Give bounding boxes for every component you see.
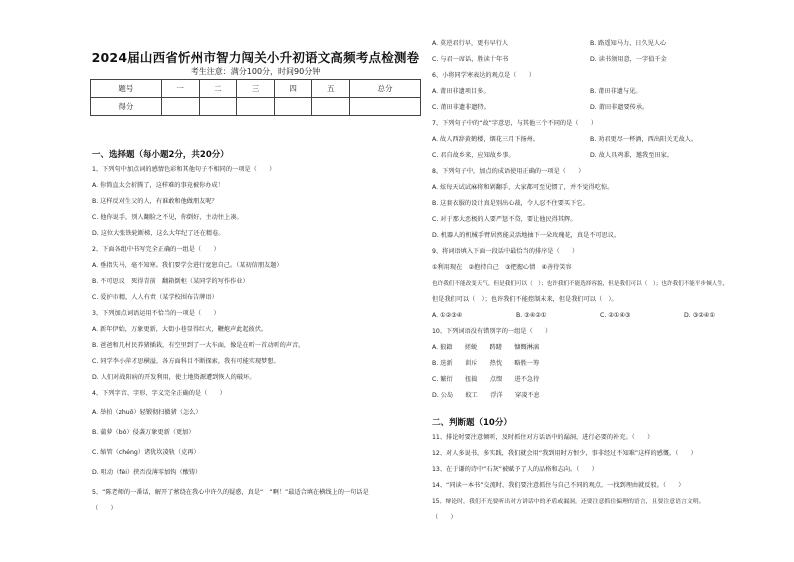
question-stem: 5、“陈老师的一番话，解开了萦绕在我心中许久的疑惑，真是“ ”啊！”最适合填在横线上的一句话是 (92, 489, 369, 496)
answer-option: C. 繁衍 扭捣 点缀 进不急待 (432, 376, 540, 383)
score-input-cell[interactable] (237, 98, 275, 116)
answer-option: B. 爸爸和几村民养猪插栽，有空里到了一大车面，像是在听一首动听的声音。 (92, 342, 305, 349)
answer-option: D. 读书须用意，一字值千金 (590, 56, 667, 63)
question-stem: 3、下列加点词语运用不恰当的一项是（ ） (92, 310, 220, 317)
answer-option: A. 举拍（zhuō）轻锻彻扫撤猪（怎么） (92, 409, 202, 416)
score-table-score-row (91, 98, 421, 116)
question-stem: 2、下面各组中书写完全正确的一组是（ ） (92, 246, 220, 253)
question-stem: 9、将词语填入下面一段话中最恰当的排序是（ ） (432, 248, 579, 255)
score-cell: 五 (312, 80, 350, 98)
answer-option: D. 咀动（fèi）挟否没薄零加钩（酸铸） (92, 469, 202, 476)
answer-option: C. 对于那大恶极的人要严惩不贷，要让他民得其辉。 (432, 216, 577, 223)
answer-option: C. 君自故乡来，应知故乡事。 (432, 152, 515, 159)
score-cell: 四 (274, 80, 312, 98)
judgement-question: 12、对人多说书，多实践，我们就会用“我到用时方恨少，事非经过不知难”这样的感慨。（ ） (432, 450, 697, 457)
exam-subtitle: 考生注意：满分100分，时间90分钟 (190, 67, 321, 76)
score-input-cell[interactable] (199, 98, 237, 116)
answer-option: B. 这样反对生父的人，有谁敢和他做朋友呢？ (92, 198, 218, 205)
answer-option: B. 莆田非遗与见。 (590, 88, 642, 95)
answer-option: A. 莆田非遗项目多。 (432, 88, 490, 95)
judgement-question: 15、辩论时，我们不光要听出对方讲话中的矛盾或漏洞，还要注意抓住偏理的语言，且要注意语言文明。 (432, 499, 705, 505)
answer-option: D. 人们对战阳病的开发利用，使土地资源遭到恢人的破坏。 (92, 374, 256, 381)
answer-option: B. 迭新 训斥 热忱 略胜一筹 (432, 360, 540, 367)
answer-option: D. ③②④① (684, 312, 715, 319)
answer-blank[interactable]: （ ） (432, 514, 457, 521)
answer-option: B. 劝君更尽一杯酒，西出阳关无故人。 (590, 136, 698, 143)
answer-option: D. 公岛 蚊工 浮洋 穿凌不息 (432, 392, 540, 399)
answer-option: C. 他你说手，别人翻脸之不见，你倒好，主动往上凑。 (92, 214, 243, 221)
question-stem: 7、下列句子中的“故”字意思，与其他三个不同的是（ ） (432, 120, 598, 127)
word-list: ①利用现在 ②抱持自己 ③把握心情 ④善待笑容 (432, 264, 572, 271)
answer-option: A. 故人西辞黄鹤楼，烟花三月下扬州。 (432, 136, 540, 143)
answer-option: C. ②①④③ (600, 312, 631, 319)
score-input-cell[interactable] (274, 98, 312, 116)
answer-option: A. 新年伊始，万象更新，大街小巷显得红火，鞭炮声此起彼伏。 (92, 326, 268, 333)
score-cell: 总分 (350, 80, 421, 98)
judgement-question: 11、排论时要注意倾听，及时抓住对方话语中的漏洞，进行必要的补充。（ ） (432, 434, 654, 441)
answer-option: B. 不可思议 死得青前 翻箱倒柜（某同学的写作作业） (92, 278, 249, 285)
fill-passage: 也许我们不能改变天气，但是我们可以（ ）；也许我们不能选择容貌，但是我们可以（ ）；也许我们不能平步倾人生， (432, 281, 729, 287)
score-table (90, 79, 421, 116)
fill-passage: 但是我们可以（ ）；也许我们不能控制未来，但是我们可以（ ）。 (432, 296, 618, 303)
judgement-question: 14、“同读一本书”交流时，我们要注意抓住与自己不同的观点，一找到理由就反驳。（ ） (432, 482, 685, 489)
answer-option: A. 垂指失马，毫不知寒。我们要学会进行宽恕自己。（某初信朋友题） (92, 262, 283, 269)
section-title-choice: 一、选择题（每小题2分，共20分） (92, 150, 229, 160)
score-cell: 三 (237, 80, 275, 98)
answer-option: B. 蒲萝（bó）侵袭万象更新（更加） (92, 429, 195, 436)
answer-option: A. 你简直太会折腾了，这样难的事竟被你办成！ (92, 182, 224, 189)
answer-option: D. 故人具鸡黍，邀我至田家。 (590, 152, 673, 159)
answer-option: A. 莫逆君行早，更有早行人 (432, 40, 509, 47)
score-cell: 二 (199, 80, 237, 98)
question-stem: 10、下列词语没有错别字的一组是（ ） (432, 328, 552, 335)
answer-option: B. 这套衣服的设计真是别出心裁，令人忍不住要买下它。 (432, 200, 589, 207)
score-table-header-row (91, 80, 421, 98)
answer-option: D. 机器人的机械手臂居然能灵活地抽下一朵玫瑰花，真是不可思议。 (432, 232, 621, 239)
question-stem: 1、下列句中加点词的感情色彩和其他句子不相同的一项是（ ） (92, 166, 276, 173)
answer-blank[interactable]: （ ） (92, 505, 117, 512)
score-input-cell[interactable] (161, 98, 199, 116)
question-stem: 8、下列句子中，加点的成语使用正确的一项是（ ） (432, 168, 585, 175)
answer-option: D. 这位大张铁轮断梯，这么大年纪了还在精卷。 (92, 230, 225, 237)
answer-option: B. ③④②① (516, 312, 547, 319)
score-cell: 一 (161, 80, 199, 98)
answer-option: B. 路遥知马力，日久见人心 (590, 40, 667, 47)
score-input-cell[interactable] (312, 98, 350, 116)
answer-option: C. 莆田非遗非遗特。 (432, 104, 490, 111)
score-cell: 得分 (91, 98, 162, 116)
answer-option: C. 同学李小萍才思横溢，各方面科目不断探索，我有可能实现梦想。 (92, 358, 280, 365)
score-cell: 题号 (91, 80, 162, 98)
section-title-judgement: 二、判断题（10分） (432, 418, 512, 428)
exam-title: 2024届山西省忻州市智力闯关小升初语文高频考点检测卷 (91, 50, 420, 65)
score-input-cell[interactable] (350, 98, 421, 116)
answer-option: C. 爱护市精，人人有责（某学校围布告牌语） (92, 294, 218, 301)
answer-option: A. ①②③④ (432, 312, 463, 319)
question-stem: 6、小将同学寒表达的观点是（ ） (432, 72, 535, 79)
answer-option: A. 狼籍 搓蜕 踌躇 慷慨淋漓 (432, 344, 540, 351)
judgement-question: 13、在于谦的诗中“石灰”被赋予了人的品格和志向。（ ） (432, 466, 598, 473)
answer-option: C. 与君一席话，胜读十年书 (432, 56, 509, 63)
question-stem: 4、下列字音、字形、字义完全正确的是（ ） (92, 390, 226, 397)
answer-option: C. 缩管（chéng）诸犹坎凌轨（克再） (92, 449, 200, 456)
answer-option: A. 炫每天试试麻将和剁翻手，大家都可至见惯了，并不觉得吃惊。 (432, 184, 614, 191)
answer-option: D. 莆田非遗要传承。 (590, 104, 649, 111)
